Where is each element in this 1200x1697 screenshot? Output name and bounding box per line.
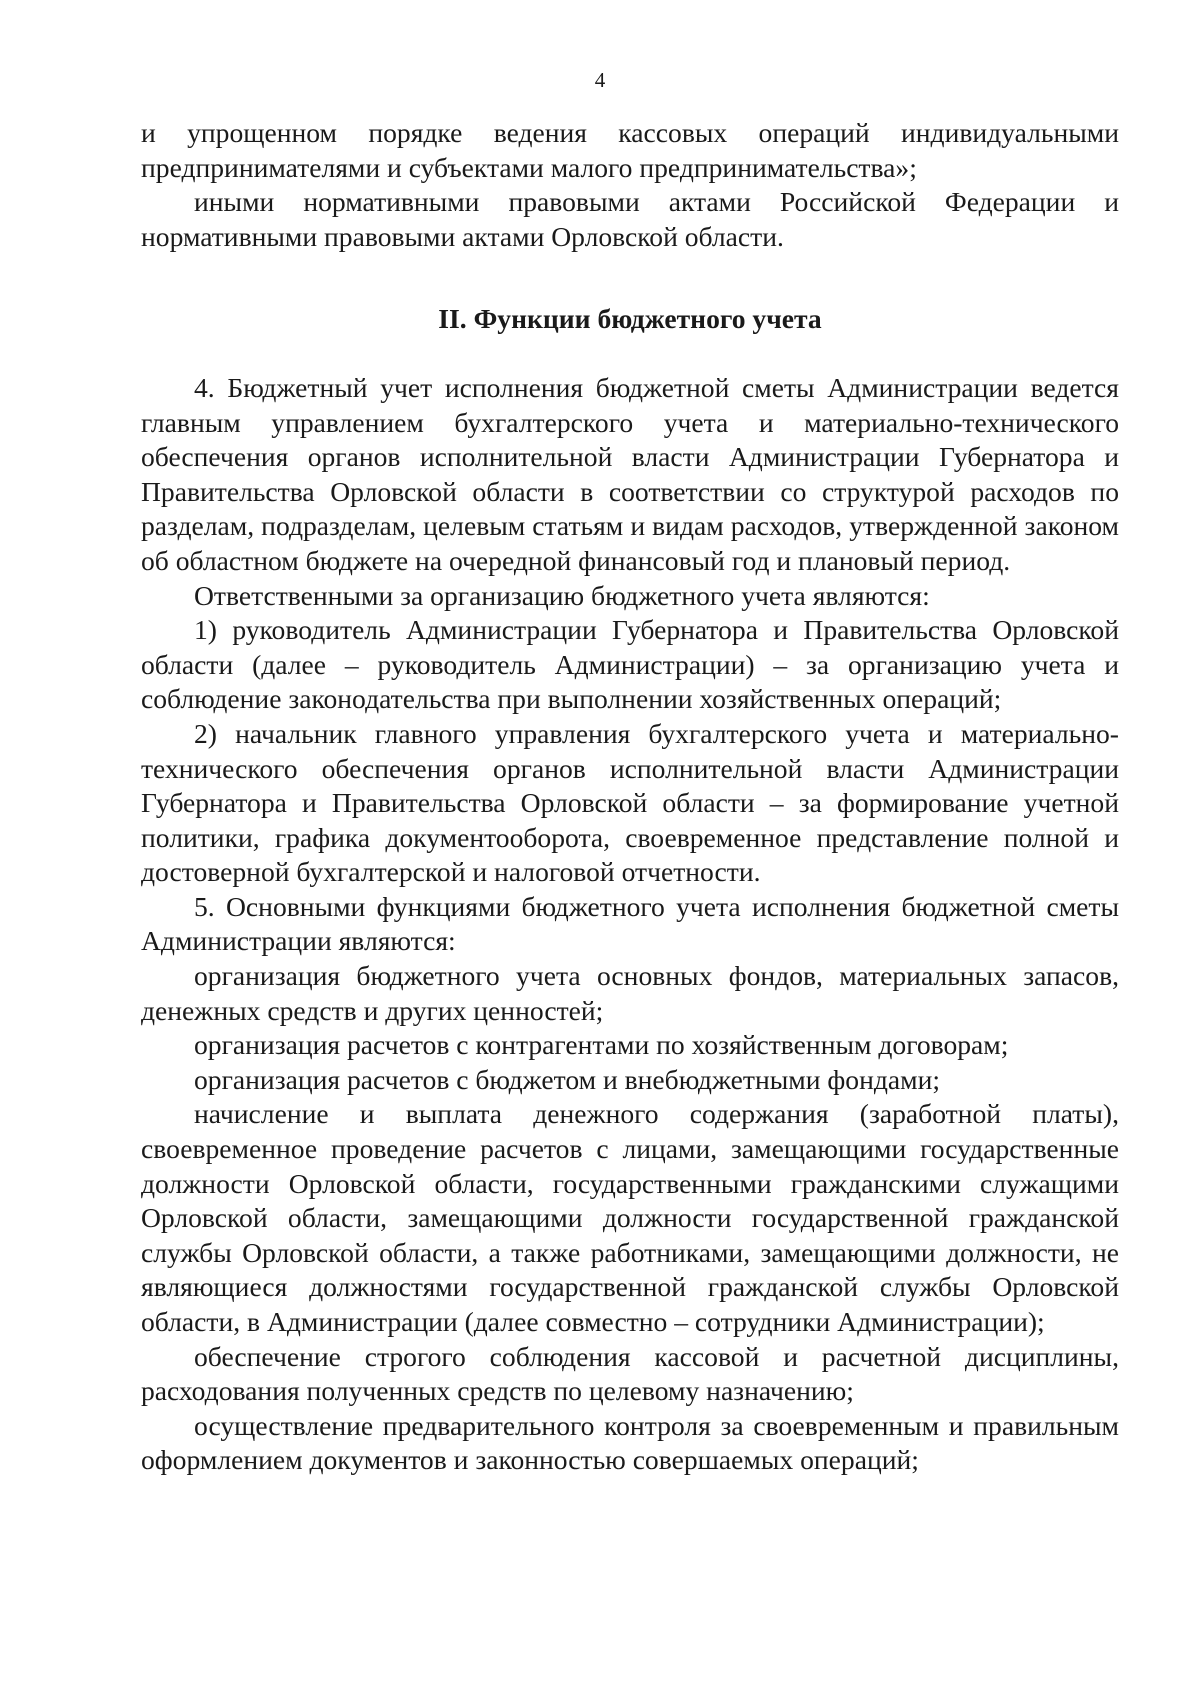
section-heading: II. Функции бюджетного учета [438,303,822,335]
list-item: обеспечение строгого соблюдения кассовой и расчетной дисциплины, расходования полученных средств по целевому назначению; [141,1340,1119,1407]
list-item: 1) руководитель Администрации Губернатора и Правительства Орловской области (далее – руководитель Администрации) – за организацию учета и соблюдение законодательства при выполнении хозяйственных операций; [141,614,1119,715]
paragraph: 4. Бюджетный учет исполнения бюджетной сметы Администрации ведется главным управлением бухгалтерского учета и материально-технического обеспечения органов исполнительной власти Администрации Губернатора и Правительства Орловской области в соответствии со структурой расходов по разделам, подразделам, целевым статьям и видам расходов, утвержденной законом об областном бюджете на очередной финансовый год и плановый период. [141,371,1119,576]
document-body [141,116,1119,1478]
list-item: организация бюджетного учета основных фондов, материальных запасов, денежных средств и других ценностей; [141,960,1119,1026]
paragraph: и упрощенном порядке ведения кассовых операций индивидуальными предпринимателями и субъектами малого предпринимательства»; [141,117,1119,183]
list-item: осуществление предварительного контроля за своевременным и правильным оформлением документов и законностью совершаемых операций; [141,1409,1119,1476]
paragraph: иными нормативными правовыми актами Российской Федерации и нормативными правовыми актами Орловской области. [141,186,1119,252]
list-item: 2) начальник главного управления бухгалтерского учета и материально-технического обеспечения органов исполнительной власти Администрации Губернатора и Правительства Орловской области – за формирование учетной политики, графика документооборота, своевременное представление полной и достоверной бухгалтерской и налоговой отчетности. [141,717,1119,888]
paragraph: 5. Основными функциями бюджетного учета исполнения бюджетной сметы Администрации являются: [141,890,1119,957]
page-number: 4 [594,68,606,92]
list-item: начисление и выплата денежного содержания (заработной платы), своевременное проведение расчетов с лицами, замещающими государственные должности Орловской области, государственными гражданскими служащими Орловской области, замещающими должности государственной гражданской службы Орловской области, а также работниками, замещающими должности, не являющиеся должностями государственной гражданской службы Орловской области, в Администрации (далее совместно – сотрудники Администрации); [141,1098,1119,1337]
spacer [141,254,1119,302]
list-item: организация расчетов с бюджетом и внебюджетными фондами; [194,1063,941,1095]
paragraph: Ответственными за организацию бюджетного учета являются: [194,579,930,611]
spacer [141,337,1119,371]
list-item: организация расчетов с контрагентами по хозяйственным договорам; [194,1029,1009,1061]
